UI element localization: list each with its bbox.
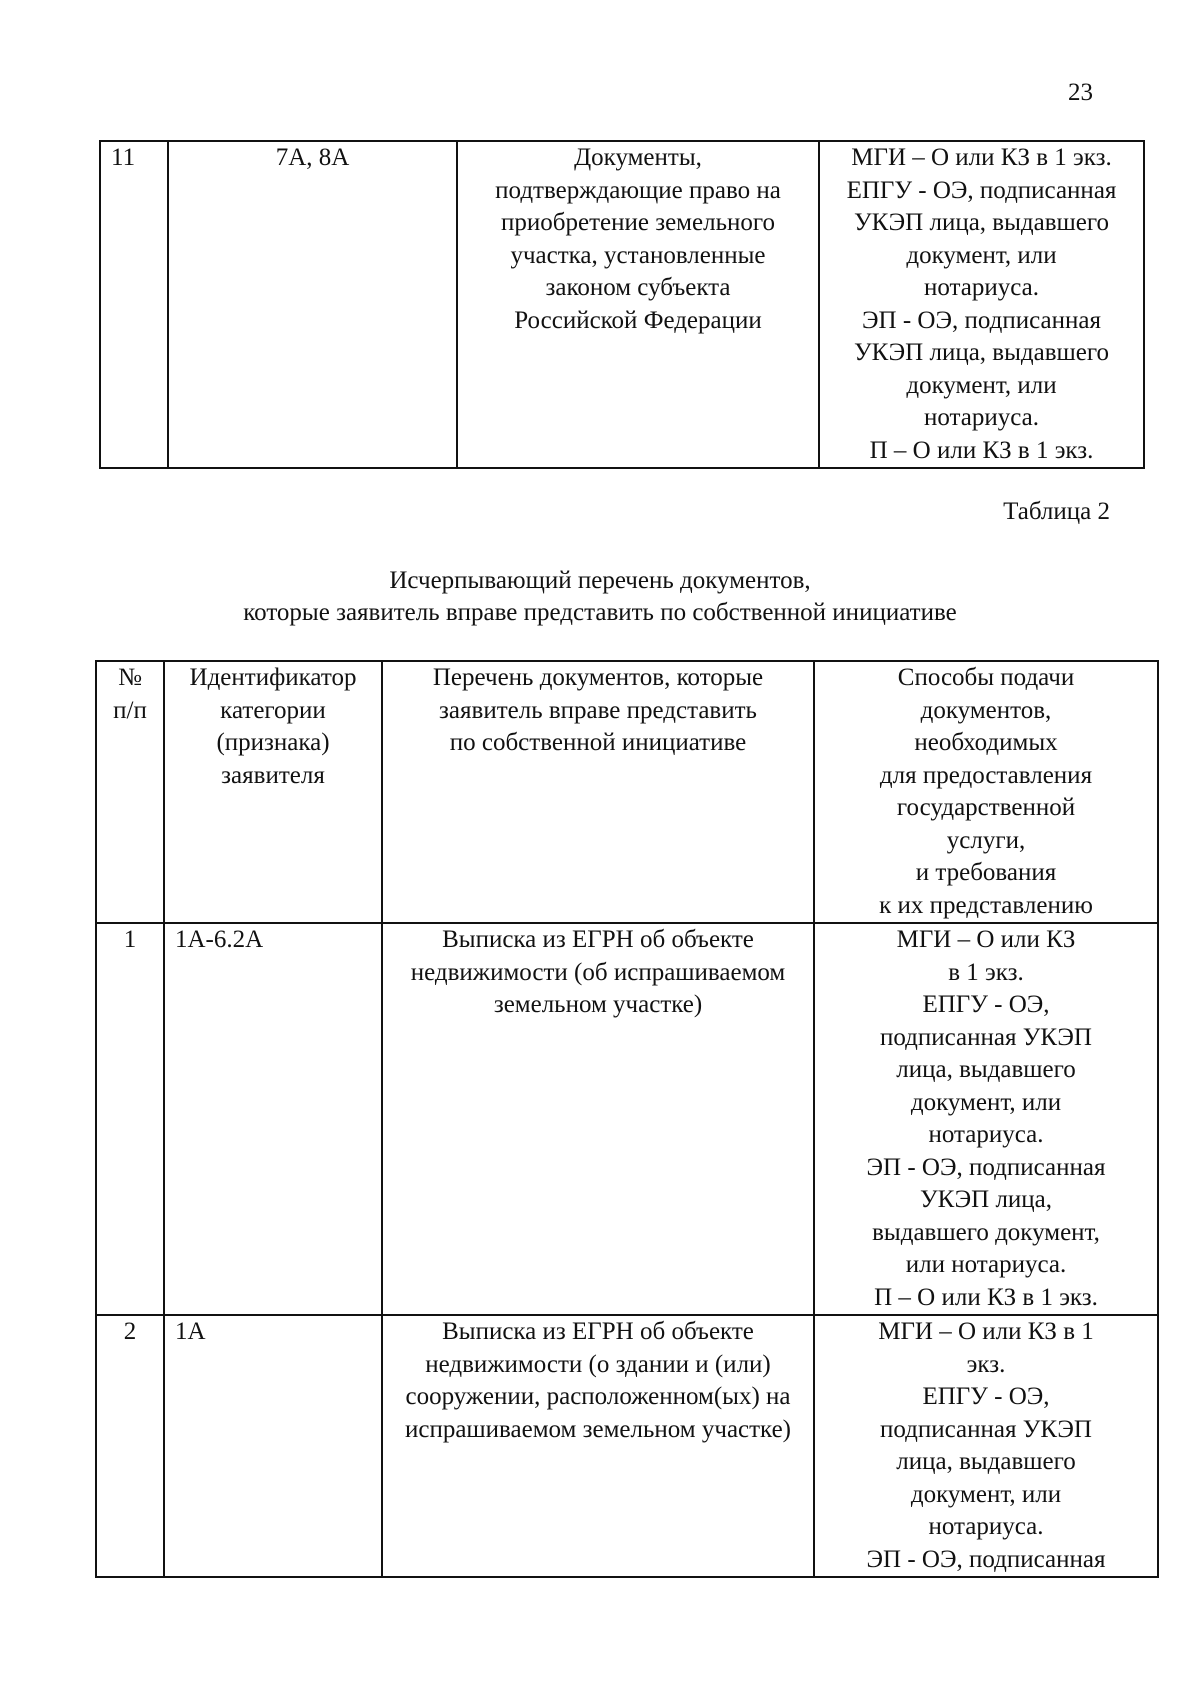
- methods-cell: МГИ – О или КЗ в 1 экз. ЕПГУ - ОЭ, подписанная УКЭП лица, выдавшего документ, или нотариуса. ЭП - ОЭ, подписанная: [814, 1315, 1158, 1577]
- page-number: 23: [1068, 79, 1093, 106]
- table-label: Таблица 2: [1003, 498, 1110, 525]
- header-num: № п/п: [96, 661, 164, 923]
- row-number-cell: 1: [96, 923, 164, 1315]
- methods-cell: МГИ – О или КЗ в 1 экз. ЕПГУ - ОЭ, подписанная УКЭП лица, выдавшего документ, или нотариуса. ЭП - ОЭ, подписанная УКЭП лица, выдавшего документ, или нотариуса. П – О или КЗ в 1 экз.: [819, 141, 1144, 468]
- table-row: [96, 1315, 1158, 1577]
- documents-table: [95, 660, 1159, 1578]
- header-category: Идентификатор категории (признака) заявителя: [164, 661, 382, 923]
- row-number-cell: 11: [100, 141, 168, 468]
- header-methods: Способы подачи документов, необходимых для предоставления государственной услуги, и требования к их представлению: [814, 661, 1158, 923]
- category-cell: 1А-6.2А: [164, 923, 382, 1315]
- document-cell: Документы, подтверждающие право на приобретение земельного участка, установленные законом субъекта Российской Федерации: [457, 141, 819, 468]
- continued-table: [99, 140, 1145, 469]
- table-title: Исчерпывающий перечень документов, которые заявитель вправе представить по собственной инициативе: [243, 567, 957, 626]
- category-cell: 1А: [164, 1315, 382, 1577]
- table-row: [100, 141, 1144, 468]
- document-cell: Выписка из ЕГРН об объекте недвижимости (об испрашиваемом земельном участке): [382, 923, 814, 1315]
- table-header-row: [96, 661, 1158, 923]
- header-documents: Перечень документов, которые заявитель вправе представить по собственной инициативе: [382, 661, 814, 923]
- row-number-cell: 2: [96, 1315, 164, 1577]
- table-row: [96, 923, 1158, 1315]
- document-cell: Выписка из ЕГРН об объекте недвижимости (о здании и (или) сооружении, расположенном(ых) на испрашиваемом земельном участке): [382, 1315, 814, 1577]
- methods-cell: МГИ – О или КЗ в 1 экз. ЕПГУ - ОЭ, подписанная УКЭП лица, выдавшего документ, или нотариуса. ЭП - ОЭ, подписанная УКЭП лица, выдавшего документ, или нотариуса. П – О или КЗ в 1 экз.: [814, 923, 1158, 1315]
- category-cell: 7А, 8А: [168, 141, 457, 468]
